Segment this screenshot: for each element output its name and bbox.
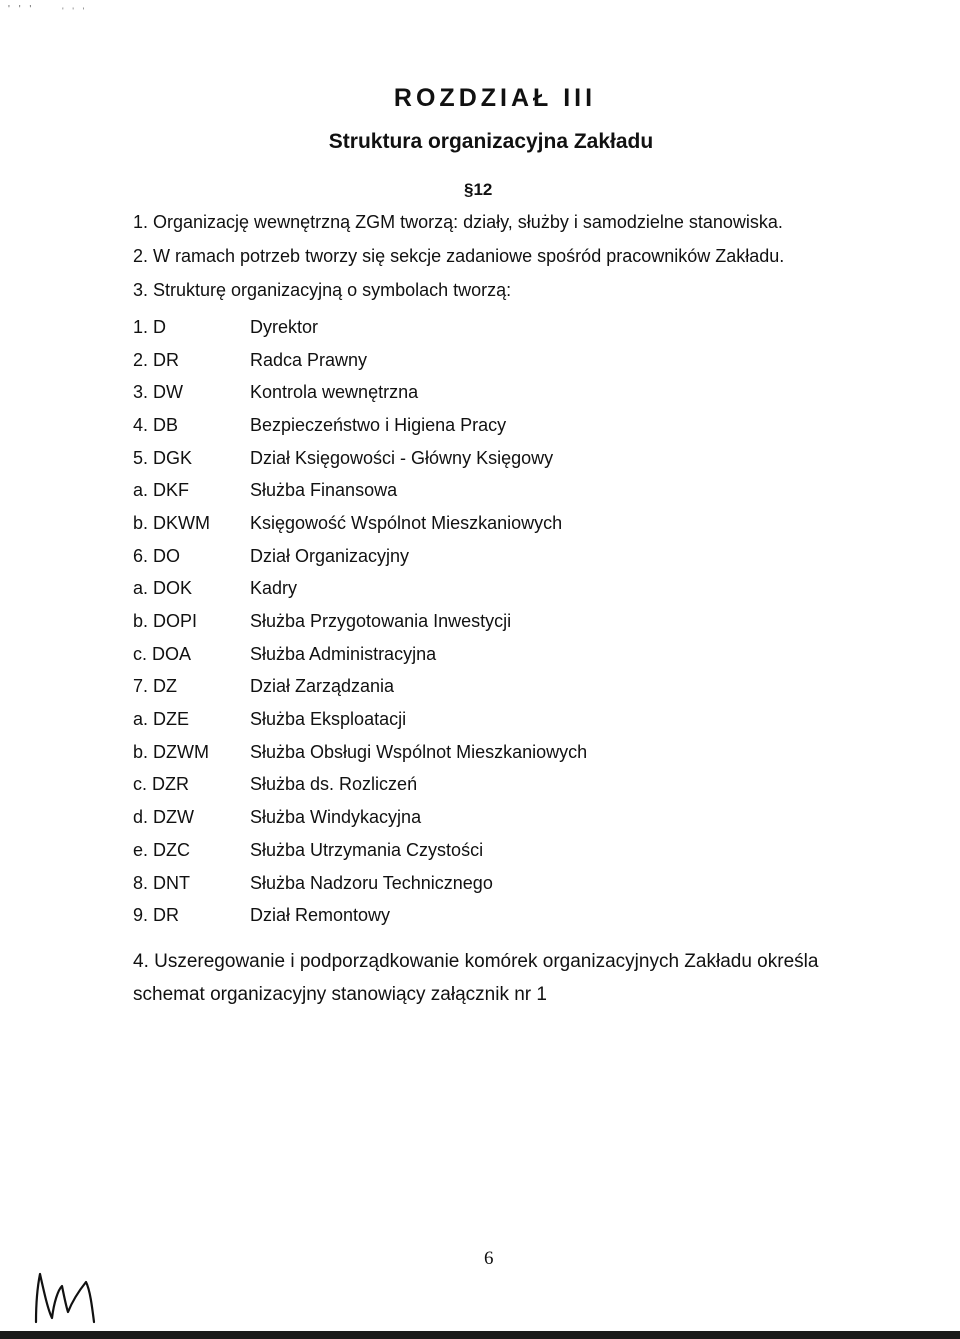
unit-code: 8. DNT — [133, 872, 191, 893]
list-item — [133, 573, 587, 606]
unit-name: Służba Przygotowania Inwestycji — [250, 611, 512, 632]
unit-code: a. DZE — [133, 709, 190, 730]
unit-name: Służba Nadzoru Technicznego — [250, 872, 493, 893]
unit-name: Służba Windykacyjna — [250, 807, 422, 828]
unit-code: 9. DR — [133, 905, 180, 926]
unit-code: 7. DZ — [133, 676, 178, 697]
list-item — [133, 834, 587, 867]
list-item — [133, 899, 587, 932]
unit-name: Dział Księgowości - Główny Księgowy — [250, 447, 554, 468]
unit-name: Kontrola wewnętrzna — [250, 382, 419, 403]
paragraph-2: 2. W ramach potrzeb tworzy się sekcje zadaniowe spośród pracowników Zakładu. — [133, 246, 785, 266]
unit-name: Dział Organizacyjny — [250, 545, 410, 566]
unit-code: 1. D — [133, 316, 167, 337]
list-item — [133, 344, 587, 377]
list-item — [133, 671, 587, 704]
unit-name: Księgowość Wspólnot Mieszkaniowych — [250, 512, 563, 533]
unit-code: b. DKWM — [133, 512, 211, 533]
unit-name: Służba Utrzymania Czystości — [250, 839, 484, 860]
scan-specks: ' ' ' — [8, 4, 35, 15]
closing-paragraph: 4. Uszeregowanie i podporządkowanie komórek organizacyjnych Zakładu określa schemat organizacyjny stanowiący załącznik nr 1 — [133, 951, 819, 1005]
unit-code: 3. DW — [133, 382, 184, 403]
unit-code: c. DOA — [133, 643, 192, 664]
list-item — [133, 703, 587, 736]
list-item — [133, 474, 587, 507]
unit-code: b. DOPI — [133, 611, 198, 632]
unit-name: Kadry — [250, 578, 298, 599]
page-number: 6 — [484, 1248, 494, 1269]
list-item — [133, 801, 587, 834]
scan-specks-2: ' ' ' — [62, 6, 88, 16]
list-item — [133, 507, 587, 540]
unit-code: 6. DO — [133, 545, 181, 566]
list-item — [133, 311, 587, 344]
unit-code: a. DOK — [133, 578, 193, 599]
list-item — [133, 638, 587, 671]
list-item — [133, 605, 587, 638]
unit-name: Służba Administracyjna — [250, 643, 437, 664]
unit-name: Dyrektor — [250, 316, 319, 337]
list-item — [133, 540, 587, 573]
unit-name: Służba Eksploatacji — [250, 709, 407, 730]
unit-list — [133, 311, 587, 932]
unit-name: Służba Obsługi Wspólnot Mieszkaniowych — [250, 741, 588, 762]
unit-name: Dział Zarządzania — [250, 676, 395, 697]
handwritten-initials-signature — [30, 1262, 110, 1332]
paragraph-1: 1. Organizację wewnętrzną ZGM tworzą: działy, służby i samodzielne stanowiska. — [133, 212, 783, 232]
unit-name: Dział Remontowy — [250, 905, 391, 926]
unit-code: 2. DR — [133, 349, 180, 370]
unit-code: c. DZR — [133, 774, 189, 795]
list-item — [133, 769, 587, 802]
list-item — [133, 376, 587, 409]
unit-name: Bezpieczeństwo i Higiena Pracy — [250, 414, 507, 435]
unit-name: Służba ds. Rozliczeń — [250, 774, 418, 795]
unit-name: Radca Prawny — [250, 349, 368, 370]
page-title: Struktura organizacyjna Zakładu — [328, 130, 654, 153]
unit-code: b. DZWM — [133, 741, 209, 762]
section-number: §12 — [464, 180, 493, 199]
paragraph-3: 3. Strukturę organizacyjną o symbolach tworzą: — [133, 280, 512, 300]
unit-code: a. DKF — [133, 480, 190, 501]
list-item — [133, 867, 587, 900]
scan-bottom-edge — [0, 1331, 960, 1339]
chapter-heading: ROZDZIAŁ III — [393, 84, 597, 112]
unit-name: Służba Finansowa — [250, 480, 398, 501]
unit-code: e. DZC — [133, 839, 191, 860]
unit-code: 5. DGK — [133, 447, 193, 468]
unit-code: 4. DB — [133, 414, 179, 435]
list-item — [133, 409, 587, 442]
list-item — [133, 736, 587, 769]
list-item — [133, 442, 587, 475]
unit-code: d. DZW — [133, 807, 194, 828]
